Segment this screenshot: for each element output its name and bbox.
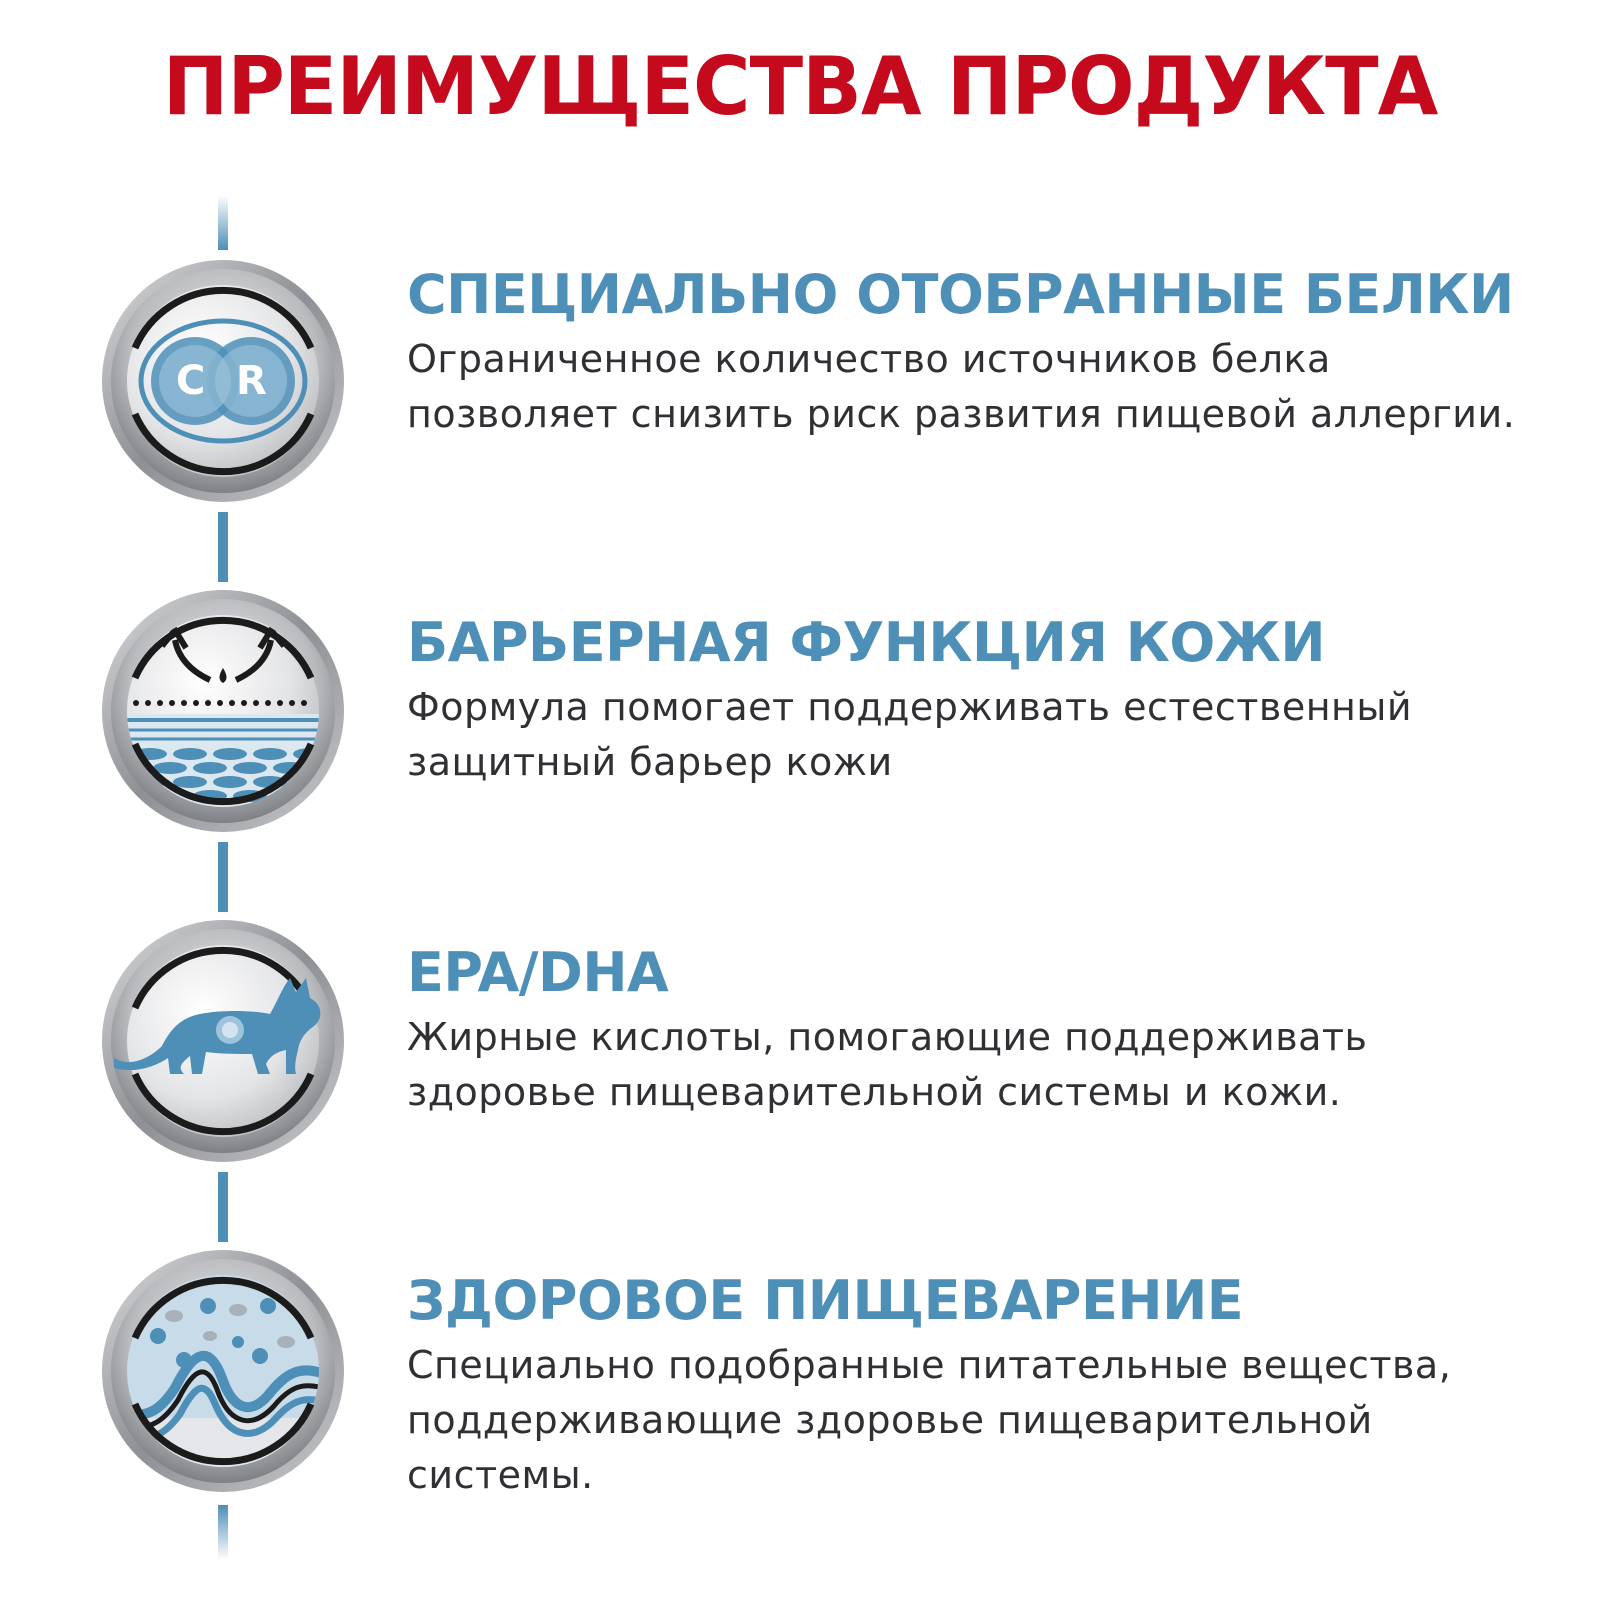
benefit-description: Специально подобранные питательные вещества, поддерживающие здоровье пищеварительной системы. [407, 1343, 1452, 1497]
benefit-item-digestion [407, 1268, 1557, 1503]
benefit-title: ЗДОРОВОЕ ПИЩЕВАРЕНИЕ [407, 1269, 1244, 1332]
page-title: ПРЕИМУЩЕСТВА ПРОДУКТА [162, 40, 1438, 133]
benefit-item-skin-barrier [407, 610, 1557, 790]
benefit-description: Формула помогает поддерживать естественный защитный барьер кожи [407, 685, 1413, 784]
connector-line-bottom [218, 1505, 228, 1560]
connector-line-1 [218, 512, 228, 582]
cat-icon [100, 918, 346, 1164]
cr-letter-r: R [236, 358, 267, 404]
connector-line-top [218, 195, 228, 250]
connector-line-3 [218, 1172, 228, 1242]
benefit-item-proteins [407, 262, 1557, 442]
connector-line-2 [218, 842, 228, 912]
benefit-description: Ограниченное количество источников белка позволяет снизить риск развития пищевой аллергии. [407, 337, 1516, 436]
cr-letter-c: C [176, 358, 206, 404]
benefit-title: БАРЬЕРНАЯ ФУНКЦИЯ КОЖИ [407, 611, 1326, 674]
skin-barrier-icon [100, 588, 346, 834]
digestion-icon [100, 1248, 346, 1494]
benefit-title: EPA/DHA [407, 941, 669, 1004]
benefit-title: СПЕЦИАЛЬНО ОТОБРАННЫЕ БЕЛКИ [407, 263, 1514, 326]
benefit-description: Жирные кислоты, помогающие поддерживать здоровье пищеварительной системы и кожи. [407, 1015, 1368, 1114]
benefit-item-epa-dha [407, 940, 1557, 1120]
cr-protein-icon [100, 258, 346, 504]
